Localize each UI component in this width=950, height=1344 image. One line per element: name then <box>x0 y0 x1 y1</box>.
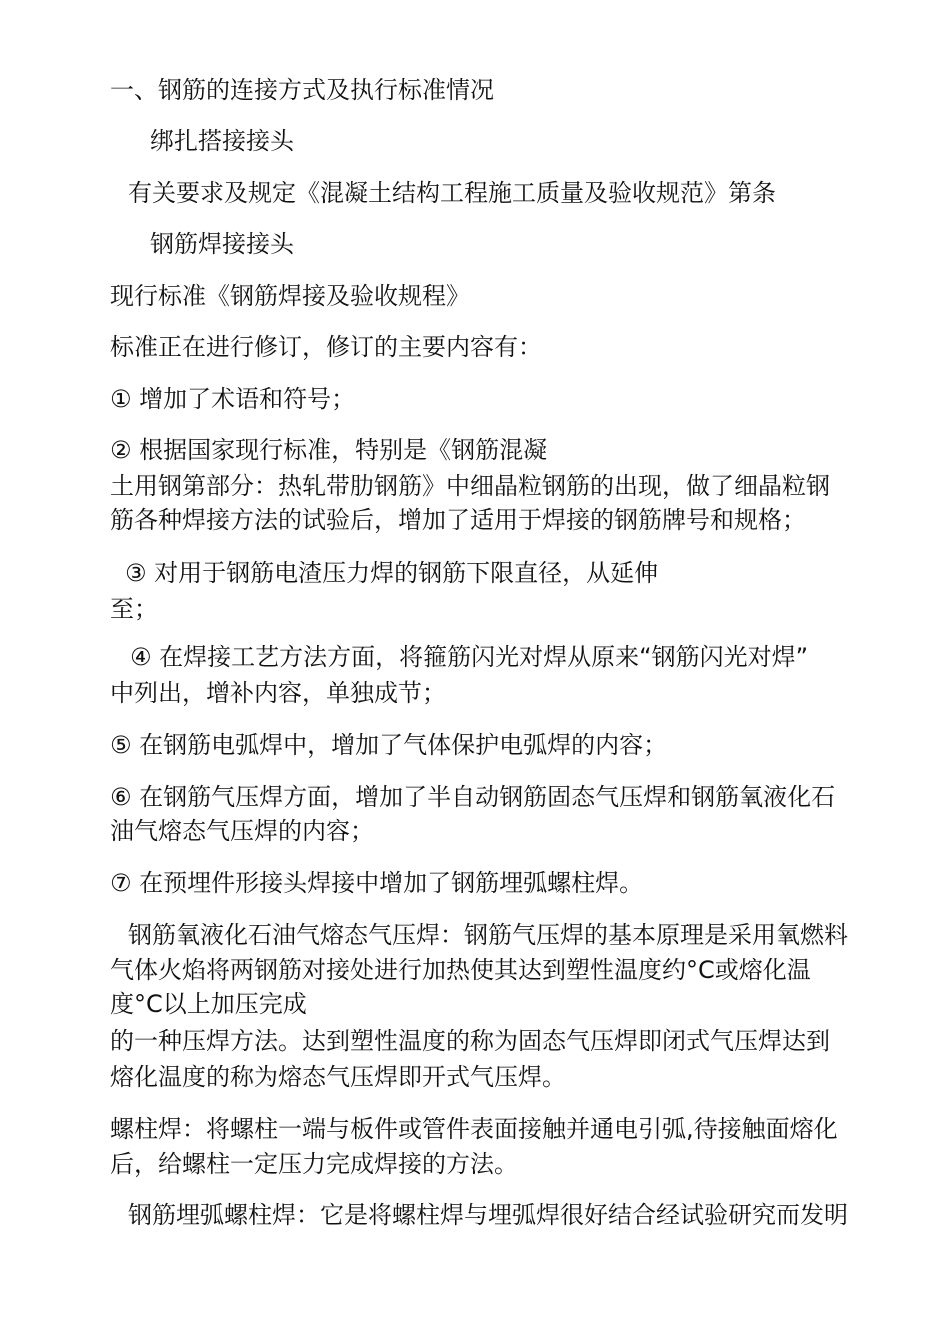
text-line: 标准正在进行修订，修订的主要内容有： <box>110 333 542 361</box>
text-line: 土用钢第部分：热轧带肋钢筋》中细晶粒钢筋的出现，做了细晶粒钢 <box>110 472 830 500</box>
text-line: 现行标准《钢筋焊接及验收规程》 <box>110 282 470 310</box>
text-line: 度°C以上加压完成 <box>110 990 307 1018</box>
text-line: 油气熔态气压焊的内容； <box>110 817 374 845</box>
text-line: 后，给螺柱一定压力完成焊接的方法。 <box>110 1150 518 1178</box>
text-line: 气体火焰将两钢筋对接处进行加热使其达到塑性温度约°C或熔化温 <box>110 956 811 984</box>
text-line: 钢筋氧液化石油气熔态气压焊：钢筋气压焊的基本原理是采用氧燃料 <box>128 921 848 949</box>
text-line: 至； <box>110 595 158 623</box>
list-item: ② 根据国家现行标准，特别是《钢筋混凝 <box>110 436 548 464</box>
text-line: 熔化温度的称为熔态气压焊即开式气压焊。 <box>110 1063 566 1091</box>
text-line: 中列出，增补内容，单独成节； <box>110 679 446 707</box>
text-line: 螺柱焊：将螺柱一端与板件或管件表面接触并通电引弧,待接触面熔化 <box>110 1115 838 1143</box>
text-line: 有关要求及规定《混凝土结构工程施工质量及验收规范》第条 <box>128 179 776 207</box>
list-item: ⑤ 在钢筋电弧焊中，增加了气体保护电弧焊的内容； <box>110 731 668 759</box>
text-line: 的一种压焊方法。达到塑性温度的称为固态气压焊即闭式气压焊达到 <box>110 1027 830 1055</box>
subheading-lap-splice: 绑扎搭接接头 <box>150 127 294 155</box>
list-item: ④ 在焊接工艺方法方面，将箍筋闪光对焊从原来“钢筋闪光对焊” <box>130 643 809 671</box>
list-item: ① 增加了术语和符号； <box>110 385 356 413</box>
text-line: 筋各种焊接方法的试验后，增加了适用于焊接的钢筋牌号和规格； <box>110 506 806 534</box>
list-item: ③ 对用于钢筋电渣压力焊的钢筋下限直径，从延伸 <box>125 559 659 587</box>
section-heading: 一、钢筋的连接方式及执行标准情况 <box>110 76 494 104</box>
list-item: ⑦ 在预埋件形接头焊接中增加了钢筋埋弧螺柱焊。 <box>110 869 644 897</box>
text-line: 钢筋埋弧螺柱焊：它是将螺柱焊与埋弧焊很好结合经试验研究而发明 <box>128 1201 848 1229</box>
list-item: ⑥ 在钢筋气压焊方面，增加了半自动钢筋固态气压焊和钢筋氧液化石 <box>110 783 836 811</box>
subheading-welded-joint: 钢筋焊接接头 <box>150 230 294 258</box>
